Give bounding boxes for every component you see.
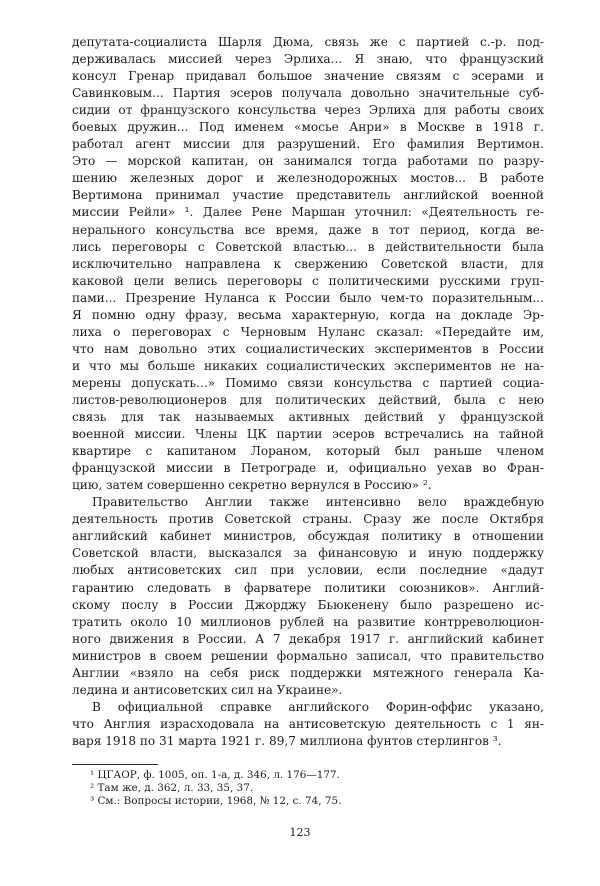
text-line: нерального консульства все время, даже в тот период, когда ве- xyxy=(72,222,544,237)
text-line: связь для так называемых активных действий у французской xyxy=(72,410,544,425)
text-line: английский кабинет министров, обсуждая политику в отношении xyxy=(72,529,544,544)
footnote-separator xyxy=(72,764,158,765)
text-line: миссии Рейли» ¹. Далее Рене Маршан уточнил: «Деятельность ге- xyxy=(72,205,544,220)
text-line: министров в своем решении формально записал, что правительство xyxy=(72,648,544,663)
text-line: что Англия израсходовала на антисоветскую деятельность с 1 ян- xyxy=(72,716,544,731)
text-line: сидии от французского консульства через Эрлиха для работы своих xyxy=(72,103,544,118)
text-line: тратить около 10 миллионов рублей на развитие контрреволюцион- xyxy=(72,614,544,629)
footnote: ¹ ЦГАОР, ф. 1005, оп. 1-а, д. 346, л. 176—177. xyxy=(90,769,340,781)
text-line: держивалась миссией через Эрлиха... Я знаю, что французский xyxy=(72,52,544,67)
text-line: каковой цели велись переговоры с политическими русскими груп- xyxy=(72,273,544,288)
text-line: варя 1918 по 31 марта 1921 г. 89,7 миллиона фунтов стерлингов ³. xyxy=(72,733,502,748)
text-line: гарантию следовать в фарватере политики союзников». Англий- xyxy=(72,580,544,595)
text-line: мерены допускать...» Помимо связи консульства с партией социа- xyxy=(72,375,544,390)
text-line: депутата-социалиста Шарля Дюма, связь же с партией с.-р. под- xyxy=(72,35,544,49)
text-line: цию, затем совершенно секретно вернулся в Россию» ². xyxy=(72,478,432,493)
text-line: консул Гренар придавал большое значение связям с эсерами и xyxy=(72,69,544,84)
text-line: Савинковым... Партия эсеров получала довольно значительные суб- xyxy=(72,86,544,101)
page-number: 123 xyxy=(289,826,311,839)
footnote: ³ См.: Вопросы истории, 1968, № 12, с. 74, 75. xyxy=(90,795,342,807)
text-line: Правительство Англии также интенсивно вело враждебную xyxy=(92,495,544,510)
main-text xyxy=(72,34,544,750)
text-line: листов-революционеров для политических действий, была с нею xyxy=(72,392,544,407)
text-line: что нам довольно этих социалистических экспериментов в России xyxy=(72,341,544,356)
text-line: и что мы больше никаких социалистических экспериментов не на- xyxy=(72,358,544,373)
text-line: ного движения в России. А 7 декабря 1917 г. английский кабинет xyxy=(72,631,544,646)
text-line: лиха о переговорах с Черновым Нуланс сказал: «Передайте им, xyxy=(72,324,544,339)
text-line: Вертимона принимал участие представитель английской военной xyxy=(72,188,544,203)
footnote: ² Там же, д. 362, л. 33, 35, 37. xyxy=(90,782,254,794)
text-line: исключительно направлена к свержению Советской власти, для xyxy=(72,256,544,271)
text-line: Англии «взяло на себя риск поддержки мятежного генерала Ка- xyxy=(72,665,544,680)
text-line: В официальной справке английского Форин-оффис указано, xyxy=(92,699,544,714)
text-line: работал агент миссии для разрушений. Его фамилия Вертимон. xyxy=(72,137,544,152)
text-line: квартире с капитаном Лораном, который был раньше членом xyxy=(72,444,544,459)
text-line: шению железных дорог и железнодорожных мостов... В работе xyxy=(72,171,544,186)
footnotes xyxy=(90,769,550,808)
text-line: боевых дружин... Под именем «мосье Анри» в Москве в 1918 г. xyxy=(72,120,544,135)
text-line: ледина и антисоветских сил на Украине». xyxy=(72,682,343,697)
text-line: военной миссии. Члены ЦК партии эсеров встречались на тайной xyxy=(72,427,544,442)
text-line: деятельность против Советской страны. Сразу же после Октября xyxy=(72,512,544,527)
text-line: Советской власти, высказался за финансовую и иную поддержку xyxy=(72,546,544,561)
text-line: французской миссии в Петрограде и, официально уехав во Фран- xyxy=(72,461,544,476)
text-line: Это — морской капитан, он занимался тогда работами по разру- xyxy=(72,154,544,169)
text-line: скому послу в России Джорджу Бьюкенену было разрешено ис- xyxy=(72,597,544,612)
text-line: пами... Презрение Нуланса к России было чем-то поразительным... xyxy=(72,290,544,305)
text-line: любых антисоветских сил при условии, если последние «дадут xyxy=(72,563,544,578)
text-line: лись переговоры с Советской властью... в действительности была xyxy=(72,239,544,254)
text-line: Я помню одну фразу, весьма характерную, когда на докладе Эр- xyxy=(72,307,544,322)
